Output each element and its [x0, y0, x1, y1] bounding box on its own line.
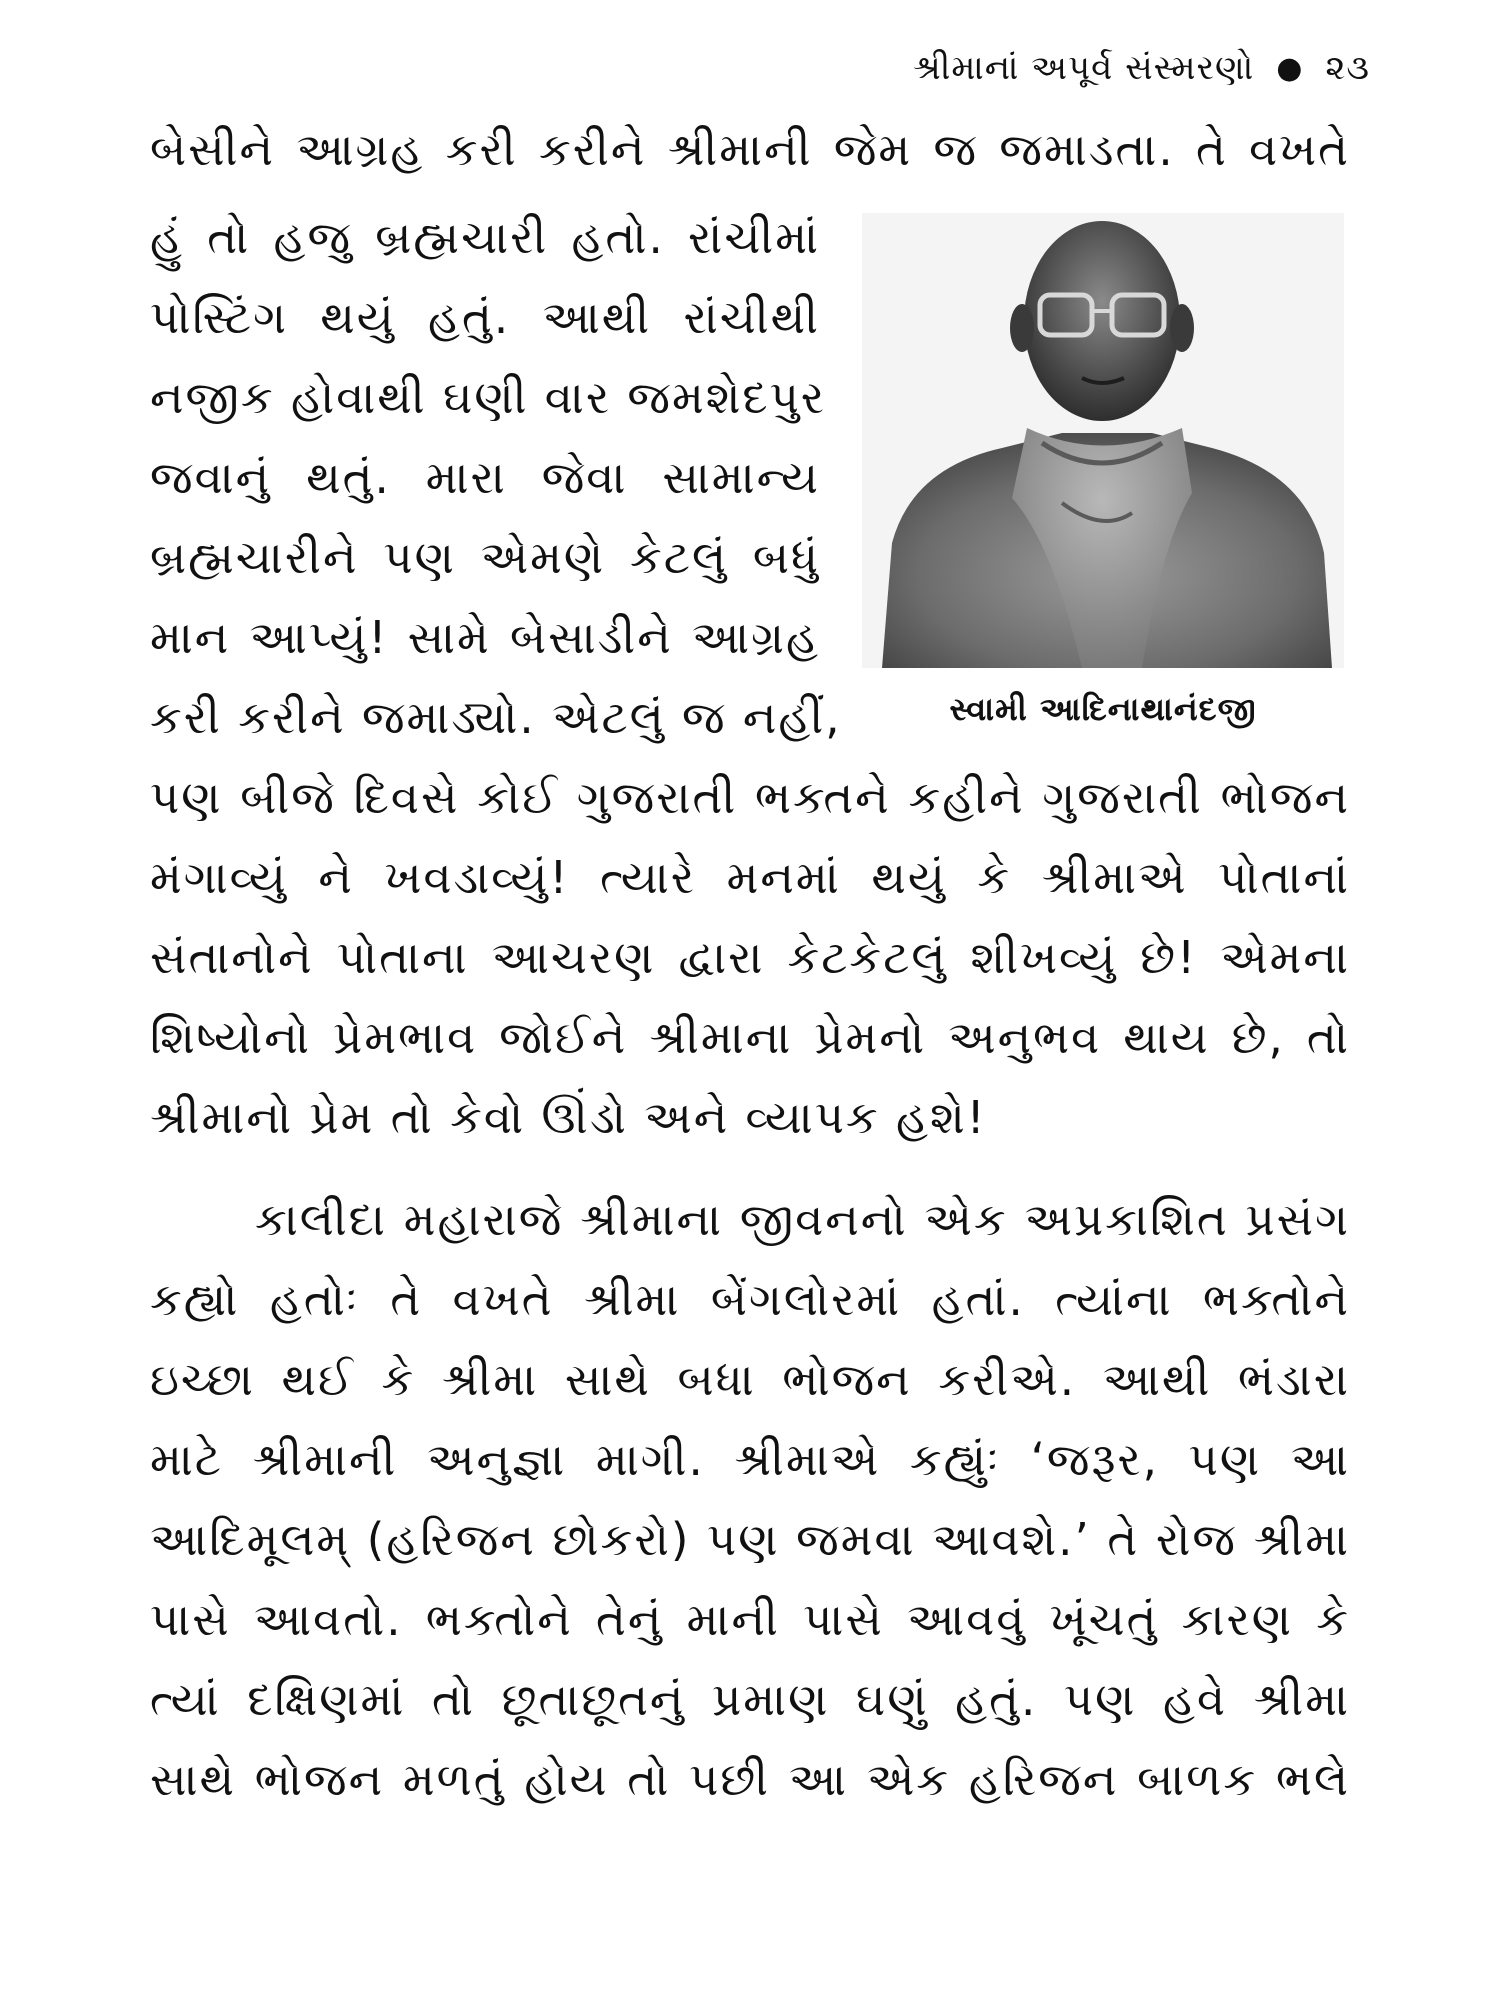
text-line: આદિમૂલમ્ (હરિજન છોકરો) પણ જમવા આવશે.’ તે રોજ શ્રીમા [150, 1513, 1350, 1566]
text-line: મંગાવ્યું ને ખવડાવ્યું! ત્યારે મનમાં થયું કે શ્રીમાએ પોતાનાં [150, 851, 1350, 904]
running-header [913, 48, 1370, 88]
page-number: ૨૩ [1325, 48, 1370, 88]
text-line: પોસ્ટિંગ થયું હતું. આથી રાંચીથી [150, 291, 820, 344]
text-line: બેસીને આગ્રહ કરી કરીને શ્રીમાની જેમ જ જમાડતા. તે વખતે [150, 123, 1350, 176]
text-line: શિષ્યોનો પ્રેમભાવ જોઈને શ્રીમાના પ્રેમનો અનુભવ થાય છે, તો [150, 1011, 1350, 1064]
text-line: માટે શ્રીમાની અનુજ્ઞા માગી. શ્રીમાએ કહ્યુંઃ ‘જરૂર, પણ આ [150, 1433, 1350, 1486]
running-header-title: શ્રીમાનાં અપૂર્વ સંસ્મરણો [912, 48, 1255, 88]
text-line: નજીક હોવાથી ઘણી વાર જમશેદપુર [150, 371, 827, 424]
text-line: હું તો હજુ બ્રહ્મચારી હતો. રાંચીમાં [150, 211, 820, 264]
text-line: ત્યાં દક્ષિણમાં તો છૂતાછૂતનું પ્રમાણ ઘણું હતું. પણ હવે શ્રીમા [150, 1673, 1350, 1726]
bullet-icon: ● [1276, 50, 1304, 86]
portrait-image [862, 213, 1344, 668]
text-line: પાસે આવતો. ભક્તોને તેનું માની પાસે આવવું ખૂંચતું કારણ કે [150, 1593, 1350, 1646]
text-line: પણ બીજે દિવસે કોઈ ગુજરાતી ભક્તને કહીને ગુજરાતી ભોજન [150, 771, 1350, 824]
text-line: માન આપ્યું! સામે બેસાડીને આગ્રહ [150, 611, 820, 664]
text-line: સાથે ભોજન મળતું હોય તો પછી આ એક હરિજન બાળક ભલે [150, 1753, 1350, 1806]
text-line: ઇચ્છા થઈ કે શ્રીમા સાથે બધા ભોજન કરીએ. આથી ભંડારા [150, 1353, 1350, 1406]
text-line: શ્રીમાનો પ્રેમ તો કેવો ઊંડો અને વ્યાપક હશે! [150, 1091, 987, 1144]
text-line: કરી કરીને જમાડ્યો. એટલું જ નહીં, [150, 691, 842, 744]
text-line: કાલીદા મહારાજે શ્રીમાના જીવનનો એક અપ્રકાશિત પ્રસંગ [255, 1193, 1350, 1246]
text-line: જવાનું થતું. મારા જેવા સામાન્ય [150, 451, 820, 504]
text-line: કહ્યો હતોઃ તે વખતે શ્રીમા બેંગલોરમાં હતાં. ત્યાંના ભક્તોને [150, 1273, 1350, 1326]
text-line: બ્રહ્મચારીને પણ એમણે કેટલું બધું [150, 531, 820, 584]
portrait-photo [862, 213, 1344, 668]
photo-caption: સ્વામી આદિનાથાનંદજી [949, 690, 1257, 728]
text-line: સંતાનોને પોતાના આચરણ દ્વારા કેટકેટલું શીખવ્યું છે! એમના [150, 931, 1350, 984]
